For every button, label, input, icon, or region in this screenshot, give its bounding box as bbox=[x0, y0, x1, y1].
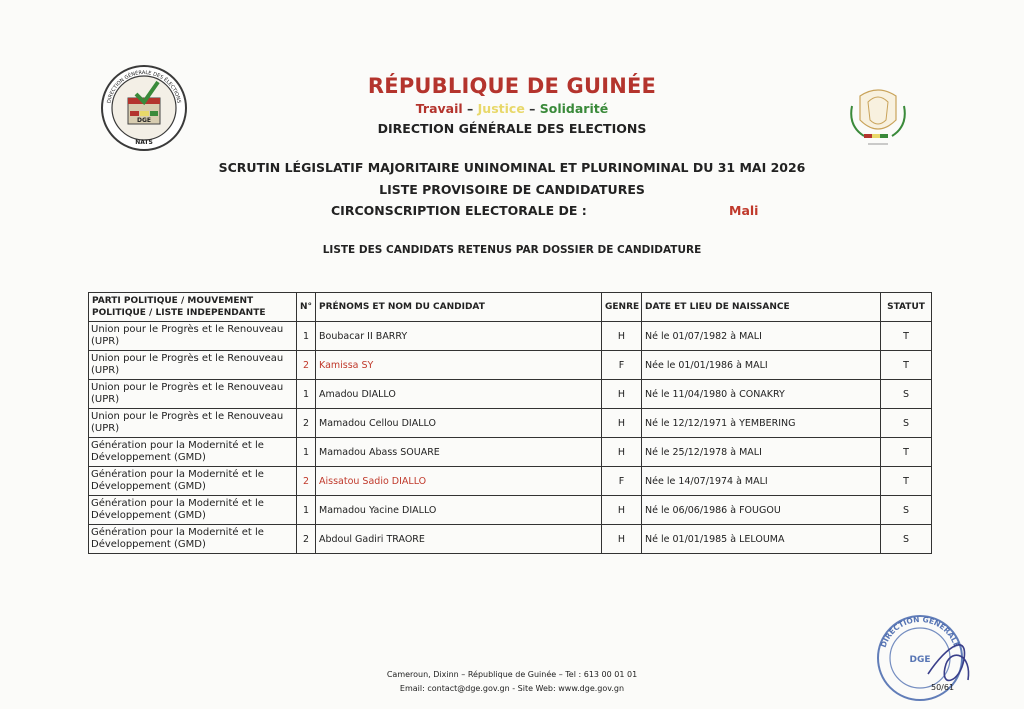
cell-birth: Né le 12/12/1971 à YEMBERING bbox=[642, 409, 881, 438]
cell-candidate-name: Mamadou Yacine DIALLO bbox=[316, 496, 602, 525]
cell-status: T bbox=[881, 351, 932, 380]
motto-word-travail: Travail bbox=[415, 101, 463, 116]
cell-status: T bbox=[881, 438, 932, 467]
header-birth: DATE ET LIEU DE NAISSANCE bbox=[642, 293, 881, 322]
table-row bbox=[89, 438, 932, 467]
stamp-ring-text: DIRECTION GENERALE bbox=[878, 614, 962, 649]
motto bbox=[0, 101, 1024, 116]
header-candidate-name: PRÉNOMS ET NOM DU CANDIDAT bbox=[316, 293, 602, 322]
table-row bbox=[89, 467, 932, 496]
cell-candidate-name: Boubacar II BARRY bbox=[316, 322, 602, 351]
svg-text:DIRECTION GENERALE bbox=[879, 615, 962, 649]
cell-status: S bbox=[881, 496, 932, 525]
motto-separator: – bbox=[462, 101, 478, 116]
motto-separator: – bbox=[524, 101, 540, 116]
cell-genre: H bbox=[602, 525, 642, 554]
cell-birth: Née le 01/01/1986 à MALI bbox=[642, 351, 881, 380]
cell-party: Génération pour la Modernité et le Développement (GMD) bbox=[89, 525, 297, 554]
header-status: STATUT bbox=[881, 293, 932, 322]
stamp-center-text: DGE bbox=[909, 655, 931, 665]
cell-party: Union pour le Progrès et le Renouveau (UPR) bbox=[89, 409, 297, 438]
dge-logo-ring-text: DIRECTION GÉNÉRALE DES ÉLECTIONS bbox=[106, 69, 182, 104]
table-row bbox=[89, 525, 932, 554]
cell-number: 1 bbox=[297, 496, 316, 525]
cell-birth: Né le 11/04/1980 à CONAKRY bbox=[642, 380, 881, 409]
cell-candidate-name: Abdoul Gadiri TRAORE bbox=[316, 525, 602, 554]
cell-number: 1 bbox=[297, 380, 316, 409]
footer-address: Cameroun, Dixinn – République de Guinée – Tel : 613 00 01 01 bbox=[386, 670, 638, 679]
cell-party: Génération pour la Modernité et le Développement (GMD) bbox=[89, 438, 297, 467]
cell-status: S bbox=[881, 525, 932, 554]
page-number: 50/61 bbox=[931, 683, 955, 692]
cell-party: Génération pour la Modernité et le Développement (GMD) bbox=[89, 496, 297, 525]
cell-birth: Née le 14/07/1974 à MALI bbox=[642, 467, 881, 496]
cell-party: Union pour le Progrès et le Renouveau (UPR) bbox=[89, 322, 297, 351]
cell-genre: H bbox=[602, 409, 642, 438]
cell-number: 2 bbox=[297, 351, 316, 380]
dge-logo-bottom-text: NATS bbox=[135, 139, 153, 146]
table-row bbox=[89, 496, 932, 525]
cell-number: 1 bbox=[297, 322, 316, 351]
cell-birth: Né le 25/12/1978 à MALI bbox=[642, 438, 881, 467]
cell-genre: H bbox=[602, 322, 642, 351]
cell-birth: Né le 06/06/1986 à FOUGOU bbox=[642, 496, 881, 525]
republic-title: RÉPUBLIQUE DE GUINÉE bbox=[367, 74, 657, 98]
cell-genre: F bbox=[602, 467, 642, 496]
cell-party: Génération pour la Modernité et le Développement (GMD) bbox=[89, 467, 297, 496]
cell-genre: H bbox=[602, 438, 642, 467]
cell-status: S bbox=[881, 380, 932, 409]
motto-word-solidarite: Solidarité bbox=[539, 101, 609, 116]
table-subtitle: LISTE DES CANDIDATS RETENUS PAR DOSSIER DE CANDIDATURE bbox=[322, 244, 702, 256]
list-type: LISTE PROVISOIRE DE CANDIDATURES bbox=[379, 182, 645, 197]
election-title: SCRUTIN LÉGISLATIF MAJORITAIRE UNINOMINAL ET PLURINOMINAL DU 31 MAI 2026 bbox=[218, 160, 806, 175]
table-row bbox=[89, 380, 932, 409]
table-row bbox=[89, 322, 932, 351]
cell-birth: Né le 01/01/1985 à LELOUMA bbox=[642, 525, 881, 554]
motto-word-justice: Justice bbox=[477, 101, 525, 116]
cell-number: 2 bbox=[297, 409, 316, 438]
constituency-label: CIRCONSCRIPTION ELECTORALE DE : bbox=[331, 203, 587, 218]
organisation-name: DIRECTION GÉNÉRALE DES ELECTIONS bbox=[377, 121, 647, 136]
candidates-table bbox=[88, 292, 932, 554]
constituency-value: Mali bbox=[729, 203, 759, 218]
table-row bbox=[89, 351, 932, 380]
cell-party: Union pour le Progrès et le Renouveau (UPR) bbox=[89, 351, 297, 380]
cell-status: T bbox=[881, 467, 932, 496]
cell-number: 1 bbox=[297, 438, 316, 467]
cell-status: S bbox=[881, 409, 932, 438]
table-header-row bbox=[89, 293, 932, 322]
header-party: PARTI POLITIQUE / MOUVEMENT POLITIQUE / LISTE INDEPENDANTE bbox=[89, 293, 297, 322]
dge-logo-text: DGE bbox=[136, 117, 152, 124]
table-row bbox=[89, 409, 932, 438]
cell-number: 2 bbox=[297, 467, 316, 496]
cell-status: T bbox=[881, 322, 932, 351]
header-genre: GENRE bbox=[602, 293, 642, 322]
cell-candidate-name: Mamadou Abass SOUARE bbox=[316, 438, 602, 467]
cell-genre: H bbox=[602, 380, 642, 409]
cell-birth: Né le 01/07/1982 à MALI bbox=[642, 322, 881, 351]
cell-genre: F bbox=[602, 351, 642, 380]
footer-contact: Email: contact@dge.gov.gn - Site Web: www.dge.gov.gn bbox=[399, 684, 625, 693]
cell-candidate-name: Amadou DIALLO bbox=[316, 380, 602, 409]
header-number: N° bbox=[297, 293, 316, 322]
cell-party: Union pour le Progrès et le Renouveau (UPR) bbox=[89, 380, 297, 409]
cell-candidate-name: Aissatou Sadio DIALLO bbox=[316, 467, 602, 496]
cell-number: 2 bbox=[297, 525, 316, 554]
cell-candidate-name: Kamissa SY bbox=[316, 351, 602, 380]
cell-candidate-name: Mamadou Cellou DIALLO bbox=[316, 409, 602, 438]
cell-genre: H bbox=[602, 496, 642, 525]
